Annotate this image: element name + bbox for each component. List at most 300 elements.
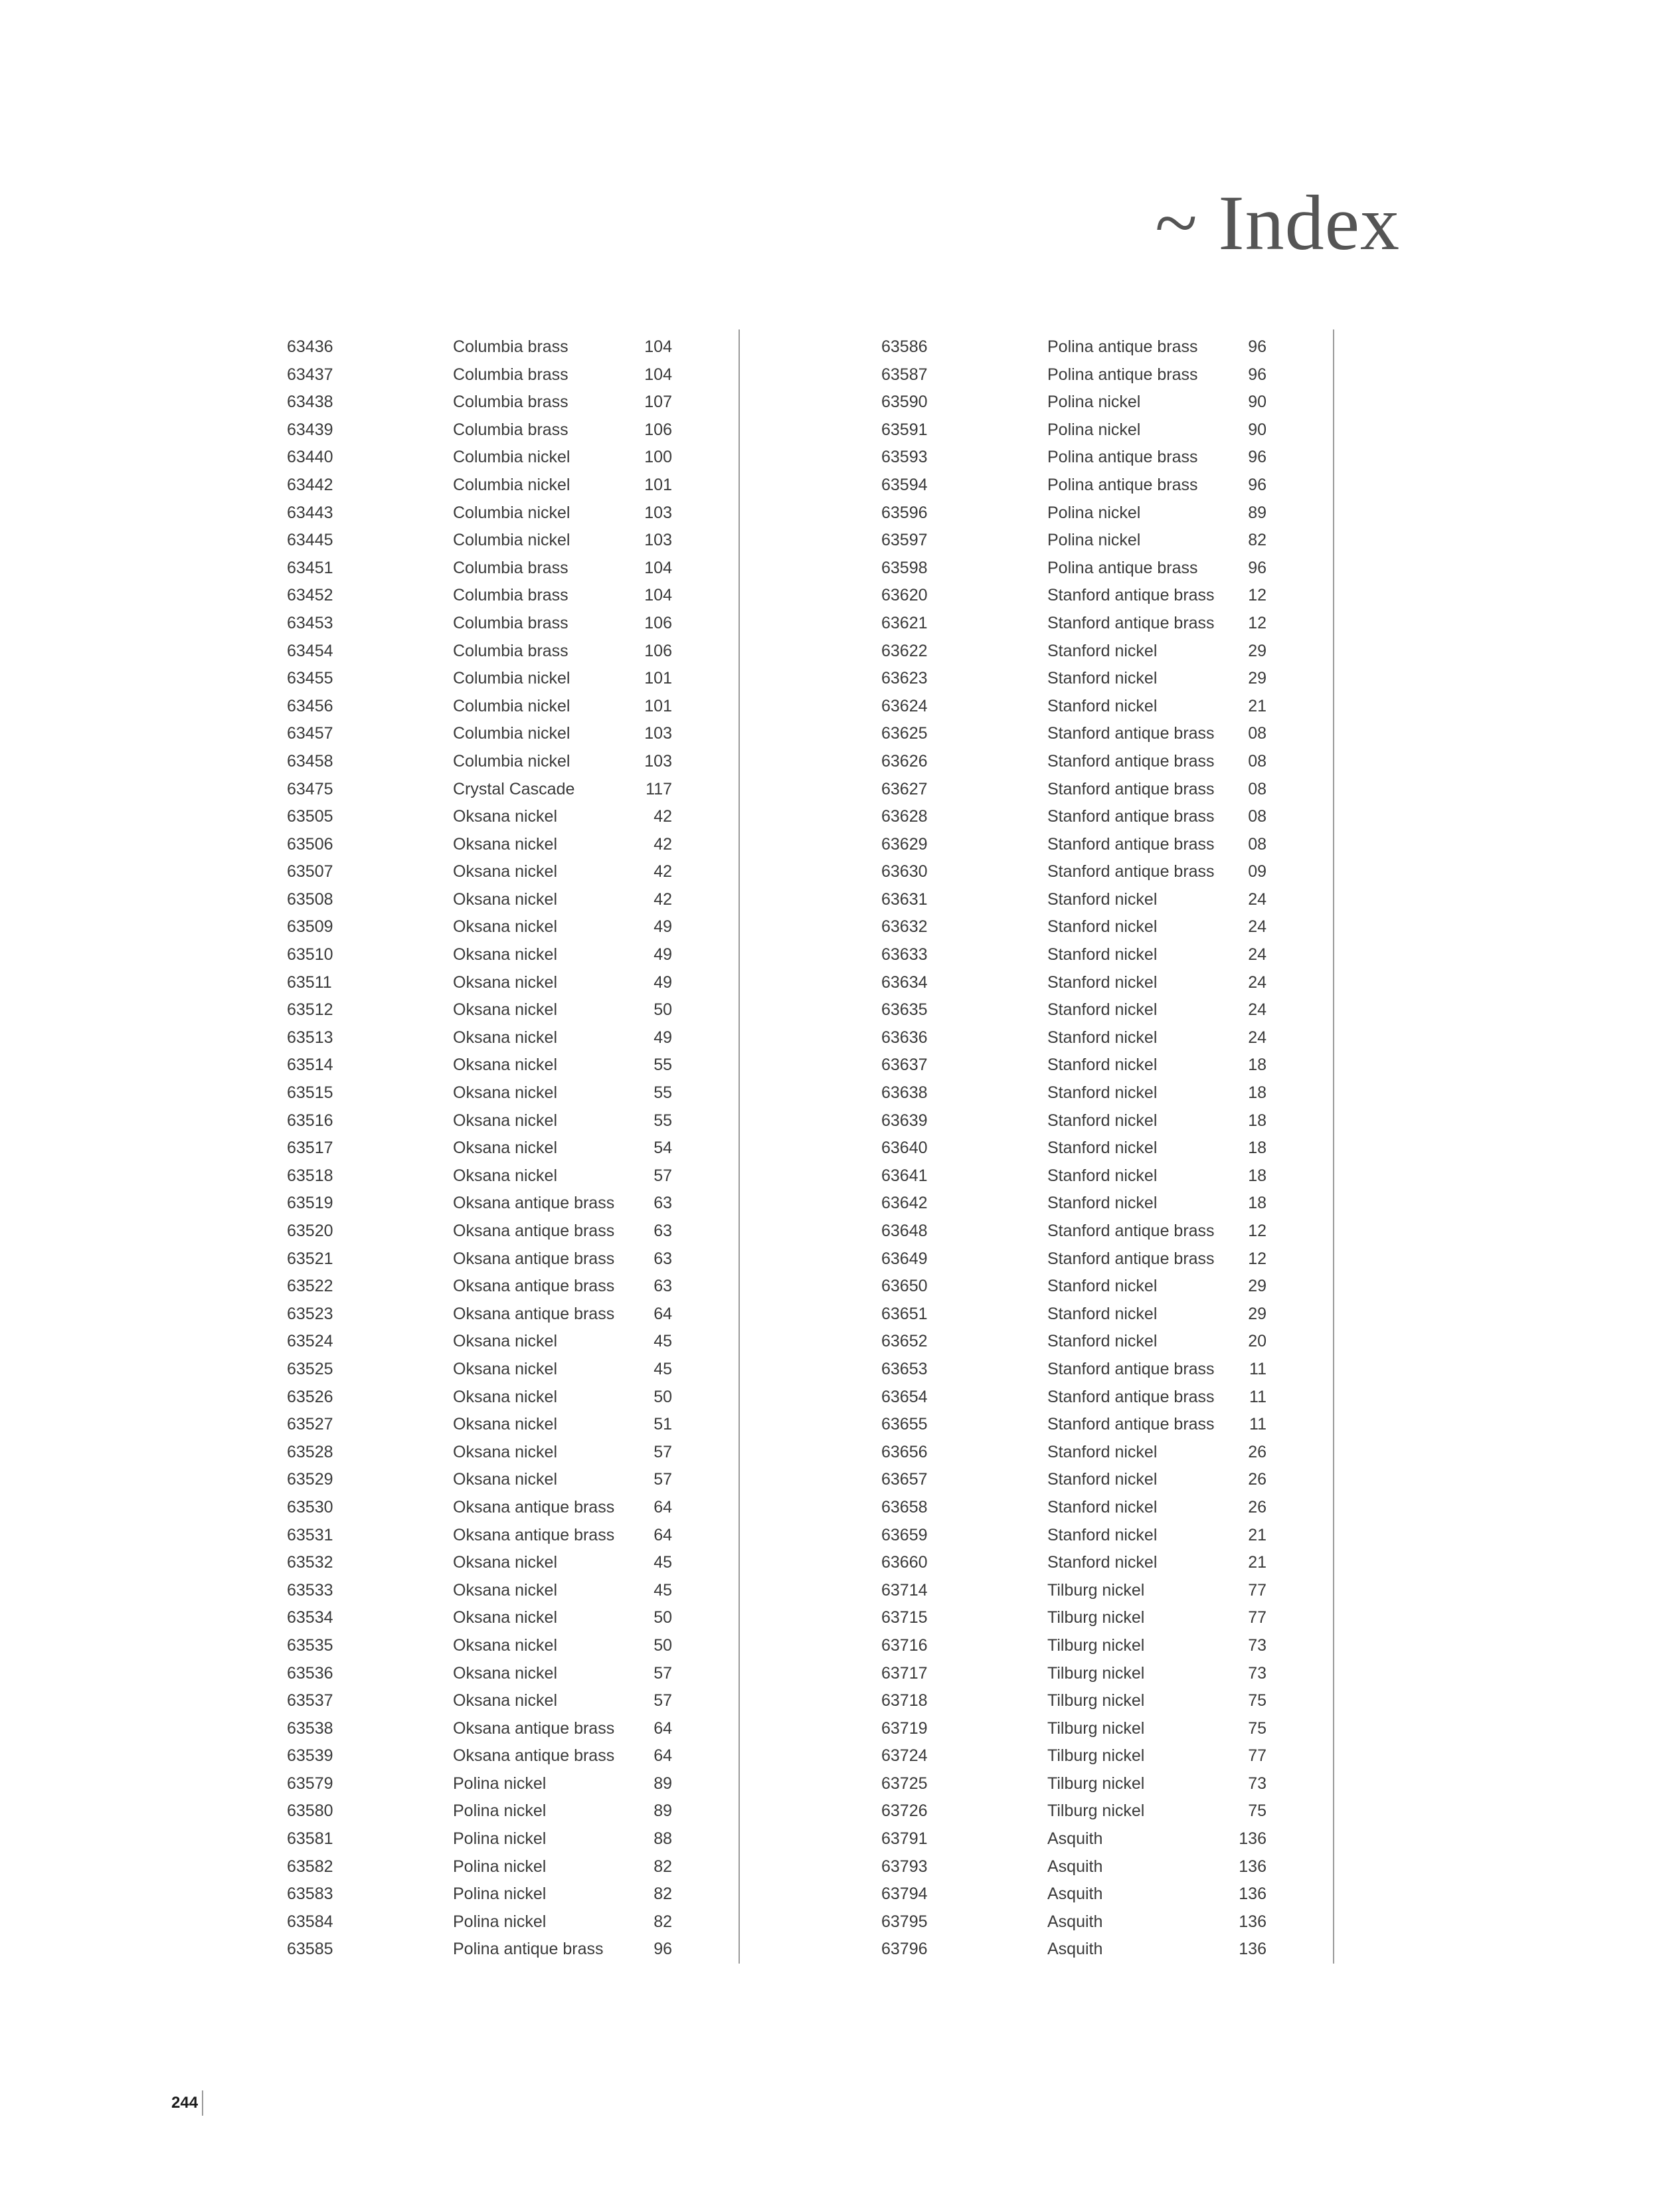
product-code: 63533 [287, 1580, 333, 1600]
page-reference: 12 [1248, 1222, 1266, 1240]
index-row [287, 1770, 739, 1798]
product-name: Stanford antique brass [1047, 807, 1215, 826]
page-reference: 96 [1248, 558, 1266, 577]
product-code: 63436 [287, 337, 333, 356]
product-code: 63520 [287, 1222, 333, 1240]
product-name: Oksana nickel [453, 1028, 558, 1047]
product-name: Asquith [1047, 1912, 1103, 1931]
product-code: 63506 [287, 834, 333, 854]
product-code: 63649 [881, 1249, 928, 1268]
product-code: 63630 [881, 862, 928, 881]
product-code: 63648 [881, 1222, 928, 1240]
product-code: 63656 [881, 1442, 928, 1461]
product-code: 63510 [287, 945, 333, 965]
product-code: 63637 [881, 1056, 928, 1075]
page-reference: 45 [654, 1553, 672, 1572]
page-reference: 96 [1248, 475, 1266, 494]
product-name: Columbia brass [453, 586, 568, 605]
page-reference: 55 [654, 1083, 672, 1103]
page-reference: 104 [644, 558, 672, 577]
product-code: 63518 [287, 1166, 333, 1185]
index-row [287, 1079, 739, 1107]
product-code: 63586 [881, 337, 928, 356]
product-code: 63636 [881, 1028, 928, 1047]
product-name: Tilburg nickel [1047, 1718, 1145, 1738]
index-row [881, 720, 1333, 748]
page-reference: 20 [1248, 1332, 1266, 1351]
index-row [287, 1632, 739, 1660]
page-reference: 96 [1248, 448, 1266, 467]
product-name: Columbia brass [453, 558, 568, 577]
product-name: Stanford nickel [1047, 1000, 1158, 1020]
page-reference: 77 [1248, 1746, 1266, 1766]
page-reference: 55 [654, 1111, 672, 1130]
page-reference: 26 [1248, 1442, 1266, 1461]
product-name: Stanford nickel [1047, 1028, 1158, 1047]
index-row [881, 1936, 1333, 1964]
product-name: Polina antique brass [1047, 365, 1198, 384]
index-row [287, 1825, 739, 1853]
index-row [287, 748, 739, 776]
page-reference: 12 [1248, 586, 1266, 605]
product-name: Stanford nickel [1047, 1083, 1158, 1103]
product-code: 63793 [881, 1857, 928, 1876]
page-reference: 107 [644, 393, 672, 412]
index-row [287, 1715, 739, 1743]
index-row [287, 858, 739, 886]
product-code: 63653 [881, 1359, 928, 1378]
product-code: 63475 [287, 779, 333, 798]
product-name: Tilburg nickel [1047, 1580, 1145, 1600]
product-name: Stanford antique brass [1047, 586, 1215, 605]
index-row [881, 1522, 1333, 1550]
product-name: Stanford antique brass [1047, 862, 1215, 881]
product-code: 63458 [287, 751, 333, 771]
product-name: Tilburg nickel [1047, 1801, 1145, 1821]
product-code: 63593 [881, 448, 928, 467]
product-name: Oksana nickel [453, 862, 558, 881]
product-name: Columbia nickel [453, 503, 570, 522]
page-reference: 57 [654, 1663, 672, 1683]
index-row [881, 693, 1333, 721]
index-row [881, 1135, 1333, 1162]
index-row [287, 831, 739, 859]
page-reference: 103 [644, 724, 672, 743]
index-row [881, 416, 1333, 444]
page-reference: 64 [654, 1718, 672, 1738]
index-row [881, 1549, 1333, 1577]
product-name: Oksana nickel [453, 945, 558, 965]
product-name: Stanford nickel [1047, 1553, 1158, 1572]
page-reference: 26 [1248, 1470, 1266, 1489]
product-code: 63623 [881, 669, 928, 688]
product-name: Stanford nickel [1047, 1497, 1158, 1517]
page-reference: 26 [1248, 1497, 1266, 1517]
product-code: 63508 [287, 889, 333, 909]
product-code: 63454 [287, 641, 333, 660]
page-reference: 42 [654, 834, 672, 854]
product-name: Polina nickel [1047, 393, 1141, 412]
product-name: Stanford antique brass [1047, 1387, 1215, 1406]
product-code: 63521 [287, 1249, 333, 1268]
product-code: 63439 [287, 420, 333, 439]
product-code: 63523 [287, 1304, 333, 1323]
index-row [881, 638, 1333, 666]
page-reference: 103 [644, 751, 672, 771]
page-reference: 51 [654, 1415, 672, 1434]
index-row [881, 969, 1333, 997]
index-row [287, 1190, 739, 1218]
index-row [287, 1024, 739, 1052]
product-name: Oksana antique brass [453, 1249, 615, 1268]
page-reference: 77 [1248, 1580, 1266, 1600]
product-code: 63717 [881, 1663, 928, 1683]
product-code: 63438 [287, 393, 333, 412]
index-row [287, 1218, 739, 1245]
page-title: ~ Index [1154, 179, 1400, 266]
index-row [287, 693, 739, 721]
product-name: Oksana nickel [453, 1139, 558, 1158]
page-reference: 21 [1248, 1525, 1266, 1544]
index-row [287, 1522, 739, 1550]
product-code: 63587 [881, 365, 928, 384]
product-name: Stanford nickel [1047, 889, 1158, 909]
product-name: Oksana nickel [453, 1359, 558, 1378]
product-name: Oksana antique brass [453, 1525, 615, 1544]
product-code: 63718 [881, 1691, 928, 1710]
page-reference: 08 [1248, 834, 1266, 854]
page-reference: 21 [1248, 1553, 1266, 1572]
index-row [287, 1301, 739, 1329]
product-code: 63517 [287, 1139, 333, 1158]
page-reference: 82 [654, 1912, 672, 1931]
index-row [881, 1107, 1333, 1135]
page-reference: 63 [654, 1194, 672, 1213]
product-code: 63658 [881, 1497, 928, 1517]
index-row [287, 333, 739, 361]
page-reference: 64 [654, 1497, 672, 1517]
page-reference: 82 [1248, 531, 1266, 550]
product-code: 63453 [287, 613, 333, 632]
page-reference: 73 [1248, 1774, 1266, 1793]
index-row [287, 1853, 739, 1881]
index-row [881, 1715, 1333, 1743]
product-name: Asquith [1047, 1829, 1103, 1849]
product-code: 63538 [287, 1718, 333, 1738]
page-reference: 18 [1248, 1166, 1266, 1185]
index-row [881, 361, 1333, 389]
product-code: 63452 [287, 586, 333, 605]
product-name: Polina antique brass [1047, 558, 1198, 577]
page-reference: 42 [654, 862, 672, 881]
product-name: Stanford nickel [1047, 1332, 1158, 1351]
product-code: 63654 [881, 1387, 928, 1406]
product-code: 63634 [881, 972, 928, 992]
product-name: Columbia brass [453, 393, 568, 412]
index-column-right [881, 329, 1334, 1964]
page-reference: 55 [654, 1056, 672, 1075]
index-row [287, 1162, 739, 1190]
index-row [287, 913, 739, 941]
product-code: 63652 [881, 1332, 928, 1351]
index-row [287, 1936, 739, 1964]
index-row [881, 1328, 1333, 1356]
index-row [287, 1273, 739, 1301]
product-name: Columbia brass [453, 641, 568, 660]
page-reference: 75 [1248, 1801, 1266, 1821]
product-name: Stanford antique brass [1047, 724, 1215, 743]
index-row [287, 1052, 739, 1079]
product-code: 63719 [881, 1718, 928, 1738]
product-name: Stanford antique brass [1047, 834, 1215, 854]
index-row [881, 1853, 1333, 1881]
index-row [287, 555, 739, 583]
product-code: 63624 [881, 696, 928, 715]
product-code: 63724 [881, 1746, 928, 1766]
page-reference: 08 [1248, 779, 1266, 798]
index-row [881, 831, 1333, 859]
product-name: Stanford antique brass [1047, 613, 1215, 632]
index-row [287, 1135, 739, 1162]
product-code: 63527 [287, 1415, 333, 1434]
page-reference: 77 [1248, 1608, 1266, 1627]
index-row [881, 1770, 1333, 1798]
index-row [881, 1494, 1333, 1522]
product-code: 63640 [881, 1139, 928, 1158]
index-row [881, 1162, 1333, 1190]
product-code: 63715 [881, 1608, 928, 1627]
page-reference: 24 [1248, 917, 1266, 937]
index-row [287, 1687, 739, 1715]
page-reference: 73 [1248, 1635, 1266, 1655]
product-name: Stanford nickel [1047, 696, 1158, 715]
index-row [881, 886, 1333, 914]
product-code: 63628 [881, 807, 928, 826]
page-reference: 117 [646, 779, 672, 798]
product-name: Columbia nickel [453, 531, 570, 550]
product-name: Polina nickel [453, 1774, 547, 1793]
page-reference: 104 [644, 586, 672, 605]
product-name: Oksana nickel [453, 1166, 558, 1185]
page-reference: 49 [654, 917, 672, 937]
index-row [287, 1549, 739, 1577]
product-code: 63457 [287, 724, 333, 743]
product-name: Oksana nickel [453, 1000, 558, 1020]
page-reference: 29 [1248, 1304, 1266, 1323]
page-reference: 50 [654, 1000, 672, 1020]
page-reference: 82 [654, 1885, 672, 1904]
product-code: 63657 [881, 1470, 928, 1489]
product-code: 63528 [287, 1442, 333, 1461]
index-row [881, 1604, 1333, 1632]
product-code: 63442 [287, 475, 333, 494]
index-row [287, 1494, 739, 1522]
index-row [881, 610, 1333, 638]
page-reference: 49 [654, 1028, 672, 1047]
index-row [287, 389, 739, 416]
page-reference: 88 [654, 1829, 672, 1849]
product-name: Stanford nickel [1047, 1111, 1158, 1130]
product-code: 63513 [287, 1028, 333, 1047]
index-row [287, 610, 739, 638]
product-name: Polina antique brass [1047, 337, 1198, 356]
product-code: 63440 [287, 448, 333, 467]
product-code: 63525 [287, 1359, 333, 1378]
index-row [881, 1881, 1333, 1908]
product-name: Stanford nickel [1047, 669, 1158, 688]
product-name: Stanford nickel [1047, 1304, 1158, 1323]
page-reference: 49 [654, 945, 672, 965]
product-name: Oksana nickel [453, 1691, 558, 1710]
product-name: Columbia nickel [453, 475, 570, 494]
product-name: Polina nickel [453, 1829, 547, 1849]
product-name: Oksana nickel [453, 807, 558, 826]
page-reference: 09 [1248, 862, 1266, 881]
page-reference: 63 [654, 1249, 672, 1268]
index-row [881, 1742, 1333, 1770]
product-code: 63638 [881, 1083, 928, 1103]
index-row [881, 1439, 1333, 1467]
product-name: Polina nickel [1047, 420, 1141, 439]
index-row [881, 941, 1333, 969]
index-row [881, 1632, 1333, 1660]
page-reference: 18 [1248, 1083, 1266, 1103]
product-code: 63585 [287, 1940, 333, 1959]
page-reference: 45 [654, 1580, 672, 1600]
product-name: Oksana nickel [453, 1470, 558, 1489]
index-row [287, 582, 739, 610]
product-code: 63516 [287, 1111, 333, 1130]
index-row [287, 1107, 739, 1135]
product-name: Oksana nickel [453, 917, 558, 937]
product-code: 63445 [287, 531, 333, 550]
product-name: Stanford antique brass [1047, 1222, 1215, 1240]
product-code: 63537 [287, 1691, 333, 1710]
product-code: 63535 [287, 1635, 333, 1655]
page-reference: 75 [1248, 1691, 1266, 1710]
index-row [287, 720, 739, 748]
page-reference: 24 [1248, 1028, 1266, 1047]
page-reference: 11 [1249, 1387, 1266, 1406]
product-code: 63655 [881, 1415, 928, 1434]
product-code: 63796 [881, 1940, 928, 1959]
index-row [881, 1218, 1333, 1245]
index-row [881, 1687, 1333, 1715]
page-reference: 29 [1248, 641, 1266, 660]
product-code: 63726 [881, 1801, 928, 1821]
product-name: Stanford nickel [1047, 1277, 1158, 1296]
page-reference: 106 [644, 420, 672, 439]
product-code: 63635 [881, 1000, 928, 1020]
product-code: 63505 [287, 807, 333, 826]
product-code: 63581 [287, 1829, 333, 1849]
page-reference: 18 [1248, 1056, 1266, 1075]
page-reference: 12 [1248, 1249, 1266, 1268]
page-reference: 45 [654, 1332, 672, 1351]
page-reference: 96 [1248, 365, 1266, 384]
product-name: Columbia brass [453, 613, 568, 632]
index-row [881, 1052, 1333, 1079]
page-reference: 42 [654, 807, 672, 826]
index-row [881, 913, 1333, 941]
product-name: Tilburg nickel [1047, 1635, 1145, 1655]
page-reference: 57 [654, 1470, 672, 1489]
product-name: Oksana antique brass [453, 1194, 615, 1213]
page-reference: 11 [1249, 1359, 1266, 1378]
product-name: Polina nickel [453, 1801, 547, 1821]
product-name: Stanford nickel [1047, 1056, 1158, 1075]
product-code: 63627 [881, 779, 928, 798]
page-reference: 24 [1248, 1000, 1266, 1020]
page-reference: 101 [644, 696, 672, 715]
page-reference: 90 [1248, 393, 1266, 412]
index-row [287, 1411, 739, 1439]
product-name: Stanford nickel [1047, 1525, 1158, 1544]
page-reference: 136 [1239, 1885, 1266, 1904]
product-name: Stanford antique brass [1047, 751, 1215, 771]
page-reference: 50 [654, 1635, 672, 1655]
index-row [287, 1328, 739, 1356]
index-row [287, 444, 739, 472]
product-name: Oksana antique brass [453, 1277, 615, 1296]
product-code: 63714 [881, 1580, 928, 1600]
product-name: Tilburg nickel [1047, 1691, 1145, 1710]
page-reference: 24 [1248, 889, 1266, 909]
product-name: Columbia nickel [453, 669, 570, 688]
product-code: 63794 [881, 1885, 928, 1904]
product-name: Polina antique brass [453, 1940, 604, 1959]
product-name: Oksana nickel [453, 1553, 558, 1572]
page-reference: 136 [1239, 1857, 1266, 1876]
index-row [287, 1245, 739, 1273]
product-name: Columbia brass [453, 365, 568, 384]
index-row [881, 333, 1333, 361]
page-reference: 12 [1248, 613, 1266, 632]
product-name: Stanford nickel [1047, 1194, 1158, 1213]
page-reference: 82 [654, 1857, 672, 1876]
page-reference: 21 [1248, 696, 1266, 715]
page-reference: 106 [644, 613, 672, 632]
product-code: 63514 [287, 1056, 333, 1075]
product-code: 63631 [881, 889, 928, 909]
index-row [881, 1190, 1333, 1218]
product-name: Columbia brass [453, 420, 568, 439]
product-code: 63531 [287, 1525, 333, 1544]
product-name: Stanford nickel [1047, 1470, 1158, 1489]
page-reference: 136 [1239, 1912, 1266, 1931]
product-code: 63625 [881, 724, 928, 743]
page-reference: 49 [654, 972, 672, 992]
product-name: Stanford nickel [1047, 972, 1158, 992]
product-code: 63590 [881, 393, 928, 412]
index-row [881, 1577, 1333, 1605]
index-column-left [287, 329, 740, 1964]
product-code: 63795 [881, 1912, 928, 1931]
product-code: 63536 [287, 1663, 333, 1683]
index-row [287, 472, 739, 500]
product-name: Polina antique brass [1047, 475, 1198, 494]
index-row [287, 1797, 739, 1825]
product-name: Oksana nickel [453, 1580, 558, 1600]
index-row [881, 748, 1333, 776]
product-code: 63622 [881, 641, 928, 660]
page-reference: 42 [654, 889, 672, 909]
page-reference: 64 [654, 1525, 672, 1544]
page-reference: 45 [654, 1359, 672, 1378]
page-reference: 90 [1248, 420, 1266, 439]
page-reference: 24 [1248, 972, 1266, 992]
product-code: 63584 [287, 1912, 333, 1931]
